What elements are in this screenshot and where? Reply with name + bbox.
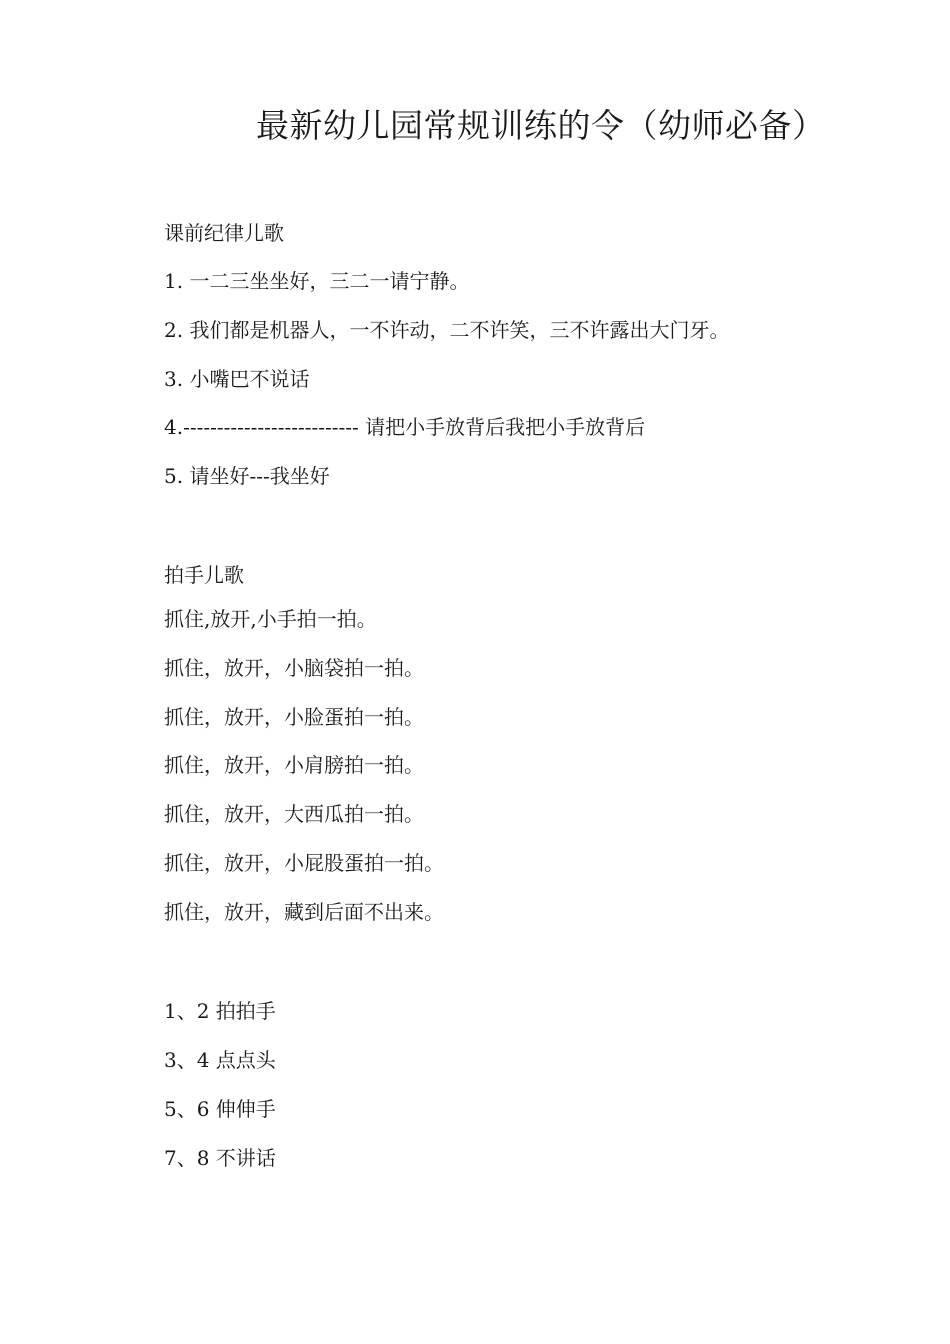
- list-item: 2. 我们都是机器人，一不许动，二不许笑，三不许露出大门牙。: [164, 318, 730, 342]
- list-item: 抓住，放开，大西瓜拍一拍。: [164, 802, 424, 826]
- list-item: 抓住，放开，藏到后面不出来。: [164, 900, 444, 924]
- list-item: 抓住，放开，小脸蛋拍一拍。: [164, 705, 424, 729]
- list-item: 抓住,放开,小手拍一拍。: [164, 607, 377, 631]
- list-item: 抓住，放开，小脑袋拍一拍。: [164, 656, 424, 680]
- list-item: 5. 请坐好---我坐好: [164, 464, 330, 488]
- list-item: 3、4 点点头: [164, 1048, 276, 1072]
- section-heading: 课前纪律儿歌: [164, 221, 284, 245]
- document-title: 最新幼儿园常规训练的令（幼师必备）: [256, 106, 826, 145]
- section-heading: 拍手儿歌: [164, 563, 244, 587]
- list-item: 5、6 伸伸手: [164, 1097, 276, 1121]
- list-item: 抓住，放开，小屁股蛋拍一拍。: [164, 851, 444, 875]
- list-item: 1、2 拍拍手: [164, 999, 276, 1023]
- list-item: 3. 小嘴巴不说话: [164, 367, 310, 391]
- list-item: 1. 一二三坐坐好，三二一请宁静。: [164, 269, 470, 293]
- list-item: 抓住，放开，小肩膀拍一拍。: [164, 753, 424, 777]
- list-item: 4.-------------------------- 请把小手放背后我把小手放背后: [164, 415, 646, 439]
- list-item: 7、8 不讲话: [164, 1146, 276, 1170]
